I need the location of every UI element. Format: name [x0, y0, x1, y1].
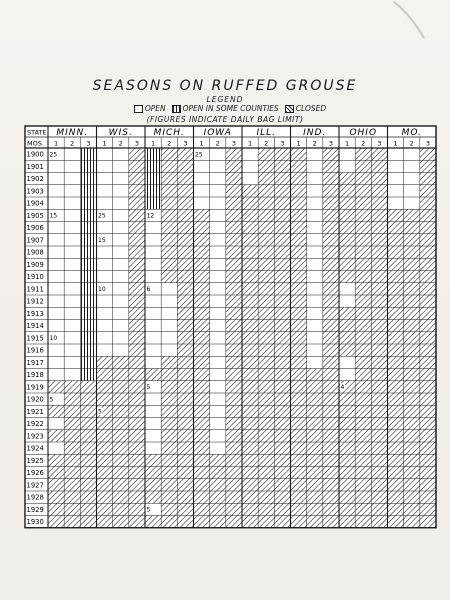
- month-label-mich: 1: [151, 139, 156, 148]
- month-label-ill: 1: [248, 139, 253, 148]
- bag-limit-wis-1907: 15: [98, 237, 106, 245]
- year-label-1904: 1904: [26, 199, 44, 208]
- year-label-1900: 1900: [26, 150, 44, 159]
- state-name-iowa: IOWA: [203, 128, 232, 138]
- year-label-1922: 1922: [26, 420, 44, 429]
- season-block-ohio-closed: [339, 148, 388, 528]
- year-label-1910: 1910: [26, 273, 44, 282]
- state-name-ill: ILL.: [256, 128, 277, 138]
- month-label-wis: 3: [134, 139, 139, 148]
- year-label-1921: 1921: [26, 407, 44, 416]
- year-label-1927: 1927: [26, 481, 44, 490]
- bag-limit-minn-1900: 25: [49, 151, 58, 159]
- legend-label-closed: CLOSED: [295, 104, 327, 113]
- bag-limit-iowa-1900: 25: [195, 151, 203, 159]
- bag-limit-mich-1911: 6: [146, 286, 151, 294]
- state-name-ohio: OHIO: [349, 128, 378, 138]
- season-block-mich-open: [145, 393, 161, 454]
- year-label-1906: 1906: [26, 224, 44, 233]
- state-name-minn: MINN.: [56, 128, 89, 138]
- month-label-mich: 3: [183, 139, 188, 148]
- chart-title: SEASONS ON RUFFED GROUSE: [92, 78, 358, 94]
- month-label-mo: 1: [393, 139, 398, 148]
- month-label-ill: 2: [264, 139, 269, 148]
- bag-limit-mich-1929: 5: [146, 506, 151, 514]
- year-label-1916: 1916: [26, 346, 44, 355]
- year-label-1902: 1902: [26, 175, 44, 184]
- year-label-1920: 1920: [26, 395, 44, 404]
- month-label-iowa: 3: [231, 139, 236, 148]
- season-block-minn-open: [48, 442, 64, 454]
- header-months: MOS.: [27, 139, 44, 148]
- season-block-ill-closed: [242, 148, 291, 528]
- season-block-minn-some: [80, 148, 96, 381]
- legend-label-some-counties: OPEN IN SOME COUNTIES: [182, 104, 279, 113]
- state-name-mo: MO.: [401, 128, 422, 138]
- month-label-mich: 2: [167, 139, 172, 148]
- month-label-ohio: 1: [345, 139, 350, 148]
- year-label-1915: 1915: [26, 334, 44, 343]
- month-label-ill: 3: [280, 139, 285, 148]
- month-label-minn: 3: [86, 139, 91, 148]
- year-label-1930: 1930: [26, 518, 44, 527]
- year-label-1919: 1919: [26, 383, 44, 392]
- year-label-1907: 1907: [26, 236, 44, 245]
- legend-label-open: OPEN: [144, 104, 166, 113]
- header-state: STATE: [27, 128, 47, 137]
- year-label-1917: 1917: [26, 358, 44, 367]
- state-name-ind: IND.: [303, 128, 327, 138]
- year-label-1925: 1925: [26, 456, 44, 465]
- year-label-1918: 1918: [26, 371, 44, 380]
- month-label-minn: 1: [54, 139, 59, 148]
- month-label-mo: 3: [425, 139, 430, 148]
- bag-limit-minn-1920: 5: [49, 396, 54, 404]
- season-block-ill-open: [242, 148, 258, 185]
- month-label-ohio: 2: [361, 139, 366, 148]
- month-label-mo: 2: [409, 139, 414, 148]
- bag-limit-wis-1921: 5: [98, 408, 102, 416]
- month-label-ind: 2: [312, 139, 317, 148]
- season-block-mich-open: [145, 209, 161, 295]
- year-label-1908: 1908: [26, 248, 44, 257]
- month-label-ind: 1: [296, 139, 301, 148]
- month-label-iowa: 2: [215, 139, 220, 148]
- month-label-iowa: 1: [199, 139, 204, 148]
- bag-limit-wis-1911: 10: [98, 286, 106, 294]
- season-block-minn-open: [48, 418, 64, 430]
- month-label-ohio: 3: [377, 139, 382, 148]
- month-label-minn: 2: [70, 139, 75, 148]
- state-name-wis: WIS.: [108, 128, 133, 138]
- bag-limit-ohio-1919: 4: [340, 384, 345, 392]
- year-label-1929: 1929: [26, 505, 44, 514]
- year-label-1905: 1905: [26, 211, 44, 220]
- year-label-1911: 1911: [26, 285, 44, 294]
- season-block-mich-open: [145, 356, 161, 368]
- year-label-1909: 1909: [26, 260, 44, 269]
- bag-limit-mich-1919: 5: [146, 384, 151, 392]
- bag-limit-mich-1905: 12: [146, 212, 155, 220]
- legend-heading: LEGEND: [206, 95, 244, 104]
- year-label-1901: 1901: [26, 162, 44, 171]
- year-label-1928: 1928: [26, 493, 44, 502]
- legend-note: (FIGURES INDICATE DAILY BAG LIMIT): [146, 115, 304, 124]
- year-label-1914: 1914: [26, 322, 44, 331]
- year-label-1913: 1913: [26, 309, 44, 318]
- year-label-1924: 1924: [26, 444, 44, 453]
- month-label-wis: 1: [102, 139, 107, 148]
- state-name-mich: MICH.: [153, 128, 185, 138]
- year-label-1903: 1903: [26, 187, 44, 196]
- month-label-ind: 3: [328, 139, 333, 148]
- season-block-wis-closed: [129, 148, 145, 356]
- bag-limit-minn-1905: 15: [49, 212, 58, 220]
- bag-limit-wis-1905: 25: [98, 212, 106, 220]
- year-label-1923: 1923: [26, 432, 44, 441]
- bag-limit-minn-1915: 10: [49, 335, 58, 343]
- year-label-1912: 1912: [26, 297, 44, 306]
- year-label-1926: 1926: [26, 469, 44, 478]
- month-label-wis: 2: [118, 139, 123, 148]
